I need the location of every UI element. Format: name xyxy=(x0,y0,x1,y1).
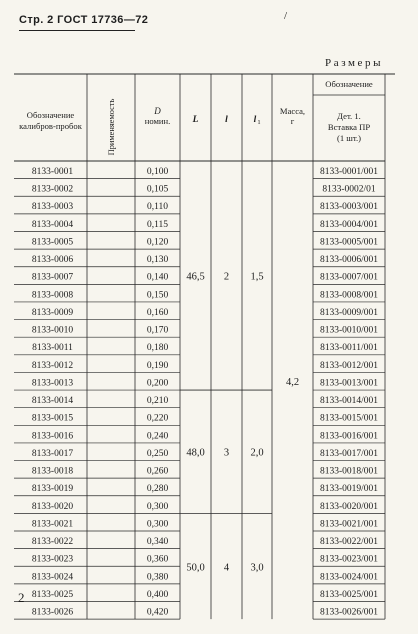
row-insert-code: 8133-0009/001 xyxy=(319,307,379,318)
header-insert-3: (1 шт.) xyxy=(336,133,362,143)
page-number: 2 xyxy=(18,590,25,605)
row-insert-code: 8133-0010/001 xyxy=(319,325,379,336)
row-code: 8133-0009 xyxy=(31,307,74,318)
header-designation-2: калибров-пробок xyxy=(19,121,82,131)
row-code: 8133-0005 xyxy=(31,237,74,248)
row-d-nom: 0,190 xyxy=(146,360,169,371)
group-l-value: 3 xyxy=(223,447,230,459)
header-insert-2: Вставка ПР xyxy=(327,122,371,132)
header-designation: Обозначение xyxy=(26,110,75,120)
row-d-nom: 0,110 xyxy=(146,202,169,213)
row-code: 8133-0024 xyxy=(31,572,74,583)
row-d-nom: 0,380 xyxy=(146,572,169,583)
row-code: 8133-0011 xyxy=(32,343,73,354)
group-l1-value: 3,0 xyxy=(250,562,264,574)
row-d-nom: 0,120 xyxy=(146,237,169,248)
header-L: L xyxy=(192,115,199,125)
row-code: 8133-0021 xyxy=(31,519,74,530)
row-d-nom: 0,160 xyxy=(146,307,169,318)
row-d-nom: 0,400 xyxy=(146,589,169,600)
row-code: 8133-0019 xyxy=(31,484,74,495)
row-d-nom: 0,260 xyxy=(146,466,169,477)
row-insert-code: 8133-0003/001 xyxy=(319,202,379,213)
row-d-nom: 0,130 xyxy=(146,255,169,266)
row-d-nom: 0,170 xyxy=(146,325,169,336)
row-code: 8133-0002 xyxy=(31,184,74,195)
row-d-nom: 0,250 xyxy=(146,448,169,459)
row-code: 8133-0023 xyxy=(31,554,74,565)
row-code: 8133-0018 xyxy=(31,466,74,477)
row-code: 8133-0014 xyxy=(31,396,74,407)
row-insert-code: 8133-0019/001 xyxy=(319,484,379,495)
row-d-nom: 0,100 xyxy=(146,167,169,177)
row-code: 8133-0026 xyxy=(31,607,74,618)
row-d-nom: 0,180 xyxy=(146,343,169,354)
row-code: 8133-0013 xyxy=(31,378,74,389)
row-code: 8133-0016 xyxy=(31,431,74,442)
row-d-nom: 0,200 xyxy=(146,378,169,389)
row-insert-code: 8133-0012/001 xyxy=(319,360,379,371)
row-code: 8133-0004 xyxy=(31,219,74,230)
row-code: 8133-0012 xyxy=(31,360,74,371)
header-d: D xyxy=(154,106,161,116)
header-applicability: Применяемость xyxy=(107,98,116,156)
group-l-value: 4 xyxy=(223,562,230,574)
row-insert-code: 8133-0025/001 xyxy=(319,589,379,600)
row-insert-code: 8133-0022/001 xyxy=(319,537,379,548)
row-insert-code: 8133-0011/001 xyxy=(320,343,378,354)
row-d-nom: 0,300 xyxy=(146,501,169,512)
header-mass: Масса, xyxy=(279,106,306,116)
row-insert-code: 8133-0018/001 xyxy=(319,466,379,477)
row-code: 8133-0017 xyxy=(31,448,74,459)
row-insert-code: 8133-0007/001 xyxy=(319,272,379,283)
group-L-value: 46,5 xyxy=(186,271,205,283)
row-insert-code: 8133-0020/001 xyxy=(319,501,379,512)
group-L-value: 50,0 xyxy=(186,562,205,574)
row-insert-code: 8133-0021/001 xyxy=(319,519,379,530)
row-insert-code: 8133-0005/001 xyxy=(319,237,379,248)
row-code: 8133-0001 xyxy=(31,167,74,177)
header-oboznachenie: Обозначение xyxy=(325,79,373,89)
row-d-nom: 0,150 xyxy=(146,290,169,301)
row-d-nom: 0,340 xyxy=(146,537,169,548)
row-insert-code: 8133-0023/001 xyxy=(319,554,379,565)
row-insert-code: 8133-0014/001 xyxy=(319,396,379,407)
row-code: 8133-0015 xyxy=(31,413,74,424)
page-header: Стр. 2 ГОСТ 17736—72 xyxy=(19,14,149,26)
row-d-nom: 0,360 xyxy=(146,554,169,565)
row-insert-code: 8133-0017/001 xyxy=(319,448,379,459)
row-d-nom: 0,420 xyxy=(146,607,169,618)
header-l1: l xyxy=(253,115,257,125)
row-code: 8133-0020 xyxy=(31,501,74,512)
sizes-label: Размеры xyxy=(325,57,384,69)
row-insert-code: 8133-0001/001 xyxy=(319,167,379,177)
header-d-nom: номин. xyxy=(144,116,171,126)
group-l1-value: 2,0 xyxy=(250,447,264,459)
row-code: 8133-0006 xyxy=(31,255,74,266)
row-insert-code: 8133-0008/001 xyxy=(319,290,379,301)
row-insert-code: 8133-0006/001 xyxy=(319,255,379,266)
row-code: 8133-0007 xyxy=(31,272,74,283)
group-l1-value: 1,5 xyxy=(250,271,264,283)
header-l1-sub: 1 xyxy=(257,119,261,126)
row-d-nom: 0,220 xyxy=(146,413,169,424)
header-mass-unit: г xyxy=(290,116,295,126)
row-insert-code: 8133-0015/001 xyxy=(319,413,379,424)
header-l: l xyxy=(225,115,228,125)
row-code: 8133-0003 xyxy=(31,202,74,213)
row-code: 8133-0008 xyxy=(31,290,74,301)
row-d-nom: 0,280 xyxy=(146,484,169,495)
tick-mark: / xyxy=(284,10,288,22)
mass-value: 4,2 xyxy=(285,377,300,388)
row-d-nom: 0,140 xyxy=(146,272,169,283)
row-insert-code: 8133-0024/001 xyxy=(319,572,379,583)
row-insert-code: 8133-0004/001 xyxy=(319,219,379,230)
row-insert-code: 8133-0016/001 xyxy=(319,431,379,442)
row-insert-code: 8133-0013/001 xyxy=(319,378,379,389)
row-d-nom: 0,240 xyxy=(146,431,169,442)
row-d-nom: 0,300 xyxy=(146,519,169,530)
row-insert-code: 8133-0026/001 xyxy=(319,607,379,618)
row-d-nom: 0,105 xyxy=(146,184,169,195)
header-insert: Дет. 1. xyxy=(337,111,361,121)
row-code: 8133-0022 xyxy=(31,537,74,548)
row-d-nom: 0,115 xyxy=(146,219,169,230)
group-L-value: 48,0 xyxy=(186,447,205,459)
row-code: 8133-0010 xyxy=(31,325,74,336)
row-code: 8133-0025 xyxy=(31,589,74,600)
group-l-value: 2 xyxy=(223,271,230,283)
row-insert-code: 8133-0002/01 xyxy=(322,184,376,195)
row-d-nom: 0,210 xyxy=(146,396,169,407)
